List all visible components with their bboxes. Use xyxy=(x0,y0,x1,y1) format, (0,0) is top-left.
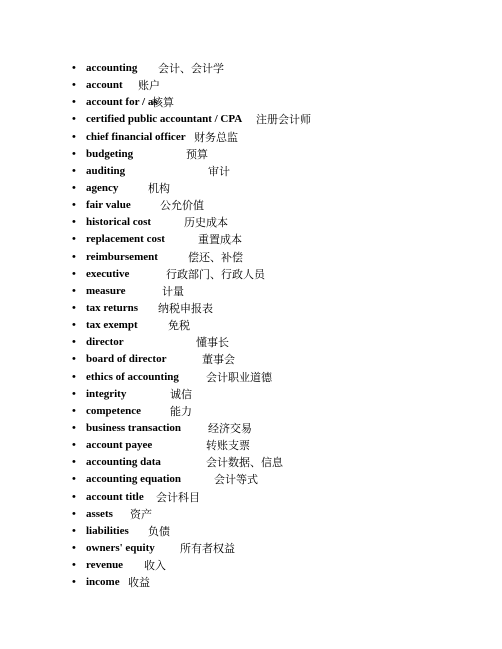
english-term: board of director xyxy=(86,353,167,366)
bullet-icon: • xyxy=(72,62,76,74)
glossary-item xyxy=(72,506,492,523)
glossary-item xyxy=(72,317,492,334)
bullet-icon: • xyxy=(72,130,76,143)
bullet-icon: • xyxy=(72,250,76,263)
english-term: integrity xyxy=(86,387,127,400)
glossary-item xyxy=(72,420,492,437)
bullet-icon: • xyxy=(72,284,76,297)
glossary-list xyxy=(72,60,492,591)
chinese-translation: 财务总监 xyxy=(194,130,238,144)
english-term: accounting equation xyxy=(86,473,182,486)
english-term: measure xyxy=(86,284,126,297)
english-term: income xyxy=(86,576,120,589)
glossary-item xyxy=(72,231,492,248)
bullet-icon: • xyxy=(72,576,76,589)
bullet-icon: • xyxy=(72,216,76,229)
english-term: competence xyxy=(86,404,141,417)
bullet-icon: • xyxy=(72,473,76,486)
bullet-icon: • xyxy=(72,113,76,126)
chinese-translation: 收入 xyxy=(144,559,166,573)
glossary-item xyxy=(72,197,492,214)
chinese-translation: 懂事长 xyxy=(196,336,229,350)
english-term: business transaction xyxy=(86,421,182,434)
bullet-icon: • xyxy=(72,524,76,537)
bullet-icon: • xyxy=(72,387,76,400)
chinese-translation: 收益 xyxy=(128,576,150,590)
glossary-item xyxy=(72,129,492,146)
glossary-item xyxy=(72,489,492,506)
glossary-item xyxy=(72,437,492,454)
glossary-item xyxy=(72,351,492,368)
chinese-translation: 偿还、补偿 xyxy=(188,250,243,264)
chinese-translation: 历史成本 xyxy=(184,216,228,230)
chinese-translation: 会计职业道德 xyxy=(206,370,272,384)
bullet-icon: • xyxy=(72,439,76,452)
bullet-icon: • xyxy=(72,164,76,177)
glossary-item xyxy=(72,77,492,94)
english-term: liabilities xyxy=(86,524,129,537)
chinese-translation: 能力 xyxy=(170,404,192,418)
chinese-translation: 审计 xyxy=(208,164,230,178)
chinese-translation: 重置成本 xyxy=(198,233,242,247)
chinese-translation: 行政部门、行政人员 xyxy=(166,267,265,281)
glossary-item xyxy=(72,60,492,77)
chinese-translation: 所有者权益 xyxy=(180,541,235,555)
english-term: director xyxy=(86,336,124,349)
bullet-icon: • xyxy=(72,319,76,332)
chinese-translation: 资产 xyxy=(130,507,152,521)
glossary-item xyxy=(72,111,492,128)
glossary-item xyxy=(72,471,492,488)
glossary-item xyxy=(72,574,492,591)
english-term: ethics of accounting xyxy=(86,370,179,383)
glossary-item xyxy=(72,540,492,557)
english-term: accounting data xyxy=(86,456,161,469)
bullet-icon: • xyxy=(72,96,76,109)
bullet-icon: • xyxy=(72,370,76,383)
english-term: executive xyxy=(86,267,130,280)
english-term: agency xyxy=(86,181,119,194)
glossary-item xyxy=(72,557,492,574)
glossary-item xyxy=(72,94,492,111)
glossary-item xyxy=(72,283,492,300)
glossary-item xyxy=(72,146,492,163)
chinese-translation: 诚信 xyxy=(170,387,192,401)
bullet-icon: • xyxy=(72,507,76,520)
chinese-translation: 负债 xyxy=(148,524,170,538)
english-term: account xyxy=(86,79,123,92)
english-term: accounting xyxy=(86,62,138,74)
bullet-icon: • xyxy=(72,147,76,160)
english-term: budgeting xyxy=(86,147,134,160)
chinese-translation: 经济交易 xyxy=(208,421,252,435)
english-term: owners' equity xyxy=(86,541,155,554)
english-term: account payee xyxy=(86,439,153,452)
english-term: chief financial officer xyxy=(86,130,186,143)
glossary-item xyxy=(72,163,492,180)
english-term: reimbursement xyxy=(86,250,158,263)
bullet-icon: • xyxy=(72,490,76,503)
glossary-item xyxy=(72,180,492,197)
chinese-translation: 预算 xyxy=(186,147,208,161)
chinese-translation: 免税 xyxy=(168,319,190,333)
english-term: assets xyxy=(86,507,113,520)
glossary-item xyxy=(72,334,492,351)
bullet-icon: • xyxy=(72,559,76,572)
glossary-item xyxy=(72,266,492,283)
chinese-translation: 计量 xyxy=(162,284,184,298)
english-term: replacement cost xyxy=(86,233,165,246)
bullet-icon: • xyxy=(72,79,76,92)
english-term: revenue xyxy=(86,559,124,572)
bullet-icon: • xyxy=(72,301,76,314)
glossary-item xyxy=(72,369,492,386)
bullet-icon: • xyxy=(72,541,76,554)
glossary-item xyxy=(72,214,492,231)
english-term: auditing xyxy=(86,164,126,177)
bullet-icon: • xyxy=(72,456,76,469)
chinese-translation: 会计科目 xyxy=(156,490,200,504)
chinese-translation: 核算 xyxy=(152,96,174,110)
english-term: tax returns xyxy=(86,301,139,314)
chinese-translation: 会计等式 xyxy=(214,473,258,487)
bullet-icon: • xyxy=(72,421,76,434)
english-term: historical cost xyxy=(86,216,152,229)
bullet-icon: • xyxy=(72,181,76,194)
chinese-translation: 会计数据、信息 xyxy=(206,456,283,470)
english-term: account for / as xyxy=(86,96,158,109)
glossary-item xyxy=(72,454,492,471)
bullet-icon: • xyxy=(72,199,76,212)
glossary-item xyxy=(72,386,492,403)
chinese-translation: 注册会计师 xyxy=(256,113,311,127)
bullet-icon: • xyxy=(72,233,76,246)
glossary-item xyxy=(72,300,492,317)
chinese-translation: 机构 xyxy=(148,181,170,195)
glossary-item xyxy=(72,249,492,266)
bullet-icon: • xyxy=(72,353,76,366)
chinese-translation: 公允价值 xyxy=(160,199,204,213)
english-term: tax exempt xyxy=(86,319,138,332)
bullet-icon: • xyxy=(72,336,76,349)
glossary-item xyxy=(72,523,492,540)
glossary-item xyxy=(72,403,492,420)
bullet-icon: • xyxy=(72,404,76,417)
english-term: certified public accountant / CPA xyxy=(86,113,243,126)
chinese-translation: 转账支票 xyxy=(206,439,250,453)
chinese-translation: 账户 xyxy=(138,79,160,93)
chinese-translation: 纳税申报表 xyxy=(158,301,213,315)
chinese-translation: 董事会 xyxy=(202,353,235,367)
bullet-icon: • xyxy=(72,267,76,280)
english-term: account title xyxy=(86,490,144,503)
chinese-translation: 会计、会计学 xyxy=(158,62,224,75)
english-term: fair value xyxy=(86,199,131,212)
